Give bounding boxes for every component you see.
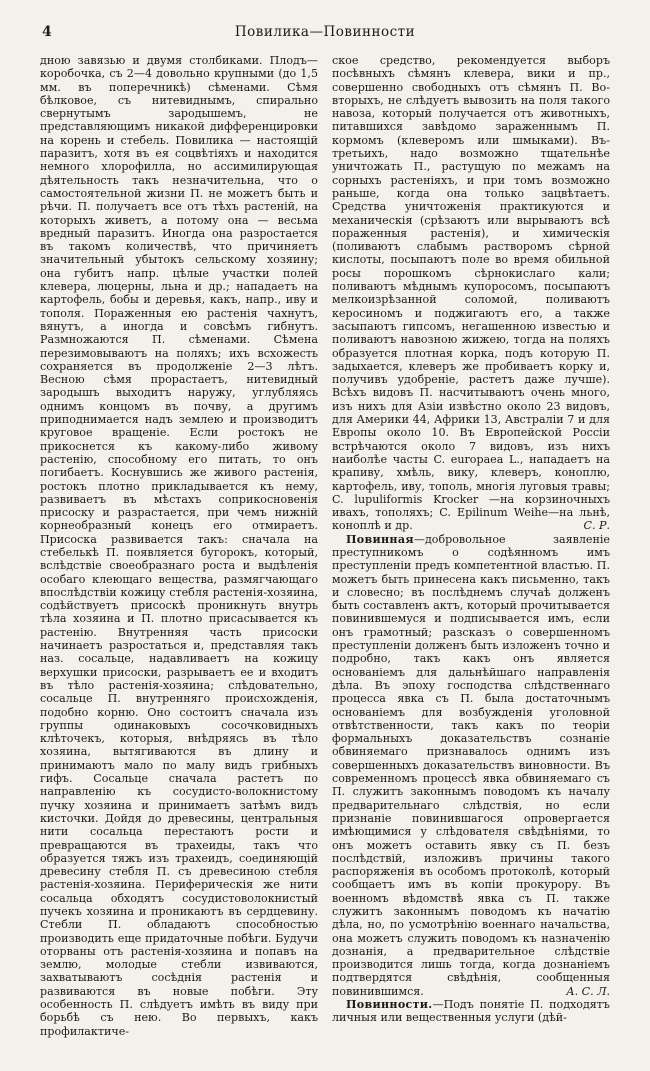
povinnosti-text: —Подъ понятіе П. подходятъ личныя или вещественныя услуги (дѣй- [332,998,610,1025]
povilika-end-text: ское средство, рекомендуется выборъ посѣвныхъ сѣмянъ клевера, вики и пр., совершенно свободныхъ отъ сѣмянъ П. Во-вторыхъ, не слѣдуетъ вывозить на поля такого навоза, который получается отъ животныхъ, питавшихся завѣдомо зараженнымъ П. кормомъ (клеверомъ или шмыками). Въ-третьихъ, надо возможно тщательнѣе уничтожать П., растущую по межамъ на сорныхъ растеніяхъ, и при томъ возможно раньше, когда она только зацвѣтаетъ. Средства уничтоженія практикуются и механическія (срѣзаютъ или вырываютъ всѣ пораженныя растенія), и химическія (поливаютъ слабымъ растворомъ сѣрной кислоты, посыпаютъ поле во время обильной росы порошкомъ сѣрнокислаго кали; поливаютъ мѣднымъ купоросомъ, посыпаютъ мелкоизрѣзанной соломой, поливаютъ керосиномъ и поджигаютъ его, а также засыпаютъ гипсомъ, негашенною известью и поливаютъ навозною жижею, тогда на поляхъ образуется плотная корка, подъ которую П. задыхается, клеверъ же пробиваетъ корку и, получивъ удобреніе, растетъ даже лучше). Всѣхъ видовъ П. насчитываютъ очень много, изъ нихъ для Азіи извѣстно около 23 видовъ, для Америки 44, Африки 13, Австраліи 7 и для Европы около 10. Въ Европейской Россіи встрѣчаются около 7 видовъ, изъ нихъ наиболѣе часты C. europaea L., нападаетъ на крапиву, хмѣль, вику, клеверъ, коноплю, картофель, иву, тополь, многія луговыя травы; C. lupuliformis Krocker —на корзиночныхъ ивахъ, тополяхъ; C. Epilinum Weihe—на льнѣ, коноплѣ и др. [332,54,610,533]
povilika-signature: С. Р. [583,519,610,533]
running-head-title: Повилика—Повинности [234,24,416,40]
left-column [40,54,318,1038]
povilika-article-end [332,54,610,533]
povilika-article-continuation: дною завязью и двумя столбиками. Плодъ—коробочка, съ 2—4 довольно крупными (до 1,5 мм. въ поперечникѣ) сѣменами. Сѣмя бѣлковое, съ нитевиднымъ, спирально свернутымъ зародышемъ, не представляющимъ никакой дифференцировки на корень и стебель. Повилика — настоящій паразитъ, хотя въ ея соцвѣтіяхъ и находится немного хлорофилла, но ассимилирующая дѣятельность такъ незначительна, что о самостоятельной жизни П. не можетъ быть и рѣчи. П. получаетъ все отъ тѣхъ растеній, на которыхъ живетъ, а потому она — весьма вредный паразитъ. Иногда она разростается въ такомъ количествѣ, что причиняетъ значительный убытокъ сельскому хозяину; она губитъ напр. цѣлые участки полей клевера, люцерны, льна и др.; нападаетъ на картофель, бобы и деревья, какъ, напр., иву и тополя. Пораженныя ею растенія чахнутъ, вянутъ, а иногда и совсѣмъ гибнутъ. Размножаются П. сѣменами. Сѣмена перезимовываютъ на поляхъ; ихъ всхожесть сохраняется въ продолженіе 2—3 лѣтъ. Весною сѣмя прорастаетъ, нитевидный зародышъ выходитъ наружу, углубляясь однимъ концомъ въ почву, а другимъ приподнимается надъ землею и производитъ круговое вращеніе. Если ростокъ не прикоснется къ какому-либо живому растенію, способному его питать, то онъ погибаетъ. Коснувшись же живого растенія, ростокъ плотно прикладывается къ нему, развиваетъ въ мѣстахъ соприкосновенія присоску и разрастается, при чемъ нижній корнеобразный конецъ его отмираетъ. Присоска развивается такъ: сначала на стебелькѣ П. появляется бугорокъ, который, вслѣдствіе своеобразнаго роста и выдѣленія особаго клеющаго вещества, размягчающаго впослѣдствіи кожицу стебля растенія-хозяина, содѣйствуетъ присоскѣ проникнуть внутрь тѣла хозяина и П. плотно присасывается къ растенію. Внутренняя часть присоски начинаетъ разростаться и, представляя такъ наз. сосальце, надавливаетъ на кожицу верхушки присоски, разрываетъ ее и входитъ въ тѣло растенія-хозяина; слѣдовательно, сосальце П. внутренняго происхожденія, подобно корню. Оно состоитъ сначала изъ группы одинаковыхъ сосочковидныхъ клѣточекъ, которыя, внѣдряясь въ тѣло хозяина, вытягиваются въ длину и принимаютъ мало по малу видъ грибныхъ гифъ. Сосальце сначала растетъ по направленію къ сосудисто-волокнистому пучку хозяина и принимаетъ затѣмъ видъ кисточки. Дойдя до древесины, центральныя нити сосальца перестаютъ рости и превращаются въ трахеиды, такъ что образуется тяжъ изъ трахеидъ, соединяющій древесину стебля П. съ древесиною стебля растенія-хозяина. Периферическія же нити сосальца обходятъ сосудистоволокнистый пучекъ хозяина и проникаютъ въ сердцевину. Стебли П. обладаютъ способностью производить еще придаточные побѣги. Будучи оторваны отъ растенія-хозяина и попавъ на землю, молодые стебли извиваются, захватываютъ сосѣднія растенія и развиваются въ новые побѣги. Эту особенность П. слѣдуетъ имѣть въ виду при борьбѣ съ нею. Во первыхъ, какъ профилактиче- [40,54,318,1038]
page-number: 4 [42,24,52,40]
povinnaya-entry [332,533,610,998]
right-column [332,54,610,1038]
povinnaya-term: Повинная [346,532,414,546]
running-head [40,24,610,44]
povinnosti-term: Повинности. [346,998,433,1012]
povinnosti-entry [332,998,610,1025]
povinnaya-signature: А. С. Л. [566,984,610,998]
text-columns [40,54,610,1038]
povinnaya-text: —добровольное заявленіе преступникомъ о содѣянномъ имъ преступленіи предъ компетентной властью. П. можетъ быть принесена какъ письменно, такъ и словесно; въ послѣднемъ случаѣ долженъ быть составленъ актъ, который прочитывается повинившемуся и подписывается имъ, если онъ грамотный; разсказъ о совершенномъ преступленіи долженъ быть изложенъ точно и подробно, такъ какъ онъ является основаніемъ для дальнѣйшаго направленія дѣла. Въ эпоху господства слѣдственнаго процесса явка съ П. была достаточнымъ основаніемъ для возбужденія уголовной отвѣтственности, такъ какъ по теоріи формальныхъ доказательствъ сознаніе обвиняемаго признавалось однимъ изъ совершенныхъ доказательствъ виновности. Въ современномъ процессѣ явка обвиняемаго съ П. служитъ законнымъ поводомъ къ началу предварительнаго слѣдствія, но если признаніе повинившагося опровергается имѣющимися у слѣдователя свѣдѣніями, то онъ можетъ оставить явку съ П. безъ послѣдствій, изложивъ причины такого распоряженія въ особомъ протоколѣ, который сообщаетъ имъ въ копіи прокурору. Въ военномъ вѣдомствѣ явка съ П. также служитъ законнымъ поводомъ къ начатію дѣла, но, по усмотрѣнію военнаго начальства, она можетъ служить поводомъ къ назначенію дознанія, а предварительное слѣдствіе производится лишь тогда, когда дознаніемъ подтвердятся свѣдѣнія, сообщенныя повинившимся. [332,532,610,998]
